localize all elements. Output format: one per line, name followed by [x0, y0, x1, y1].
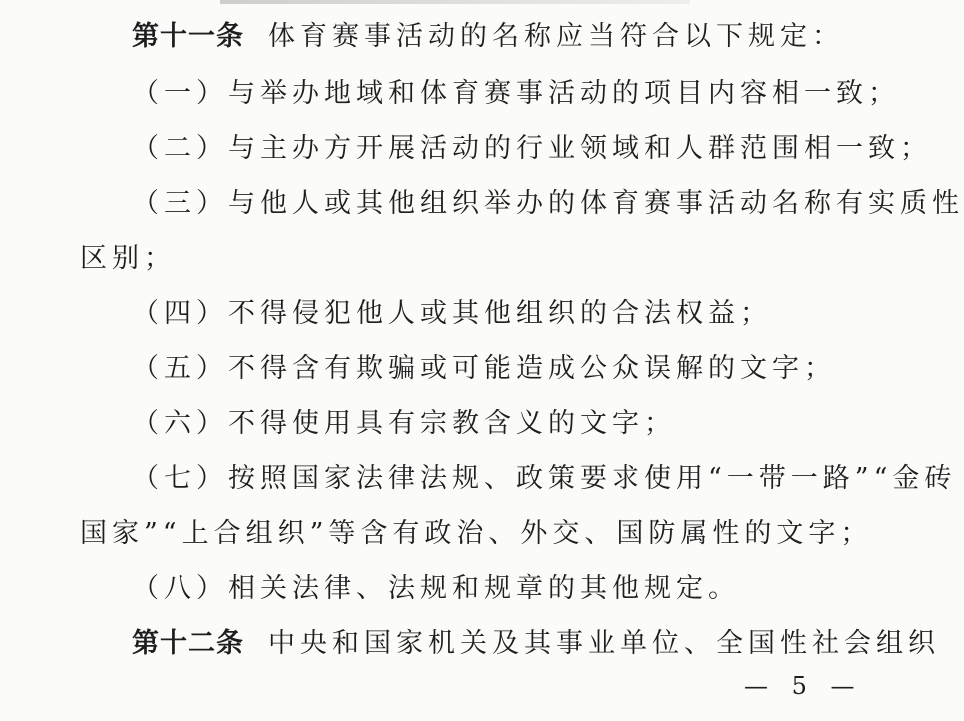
item-4: （四）不得侵犯他人或其他组织的合法权益； [132, 298, 772, 329]
item-3-continuation: 区别； [80, 243, 176, 274]
item-6: （六）不得使用具有宗教含义的文字； [132, 408, 676, 439]
article-11-heading [132, 21, 844, 53]
item-7: （七）按照国家法律法规、政策要求使用“一带一路”“金砖 [132, 463, 957, 494]
page-top-edge [220, 0, 690, 4]
item-2: （二）与主办方开展活动的行业领域和人群范围相一致； [132, 133, 932, 164]
item-7-continuation: 国家”“上合组织”等含有政治、外交、国防属性的文字； [80, 518, 873, 549]
article-12-heading [132, 628, 940, 660]
article-11-label: 第十一条 [132, 21, 244, 52]
article-11-text: 体育赛事活动的名称应当符合以下规定： [268, 21, 844, 52]
item-3: （三）与他人或其他组织举办的体育赛事活动名称有实质性 [132, 188, 964, 219]
item-8: （八）相关法律、法规和规章的其他规定。 [132, 573, 740, 604]
page-number: — 5 — [744, 672, 863, 700]
article-12-text: 中央和国家机关及其事业单位、全国性社会组织 [268, 628, 940, 659]
item-1: （一）与举办地域和体育赛事活动的项目内容相一致； [132, 78, 900, 109]
article-12-label: 第十二条 [132, 628, 244, 659]
item-5: （五）不得含有欺骗或可能造成公众误解的文字； [132, 353, 836, 384]
